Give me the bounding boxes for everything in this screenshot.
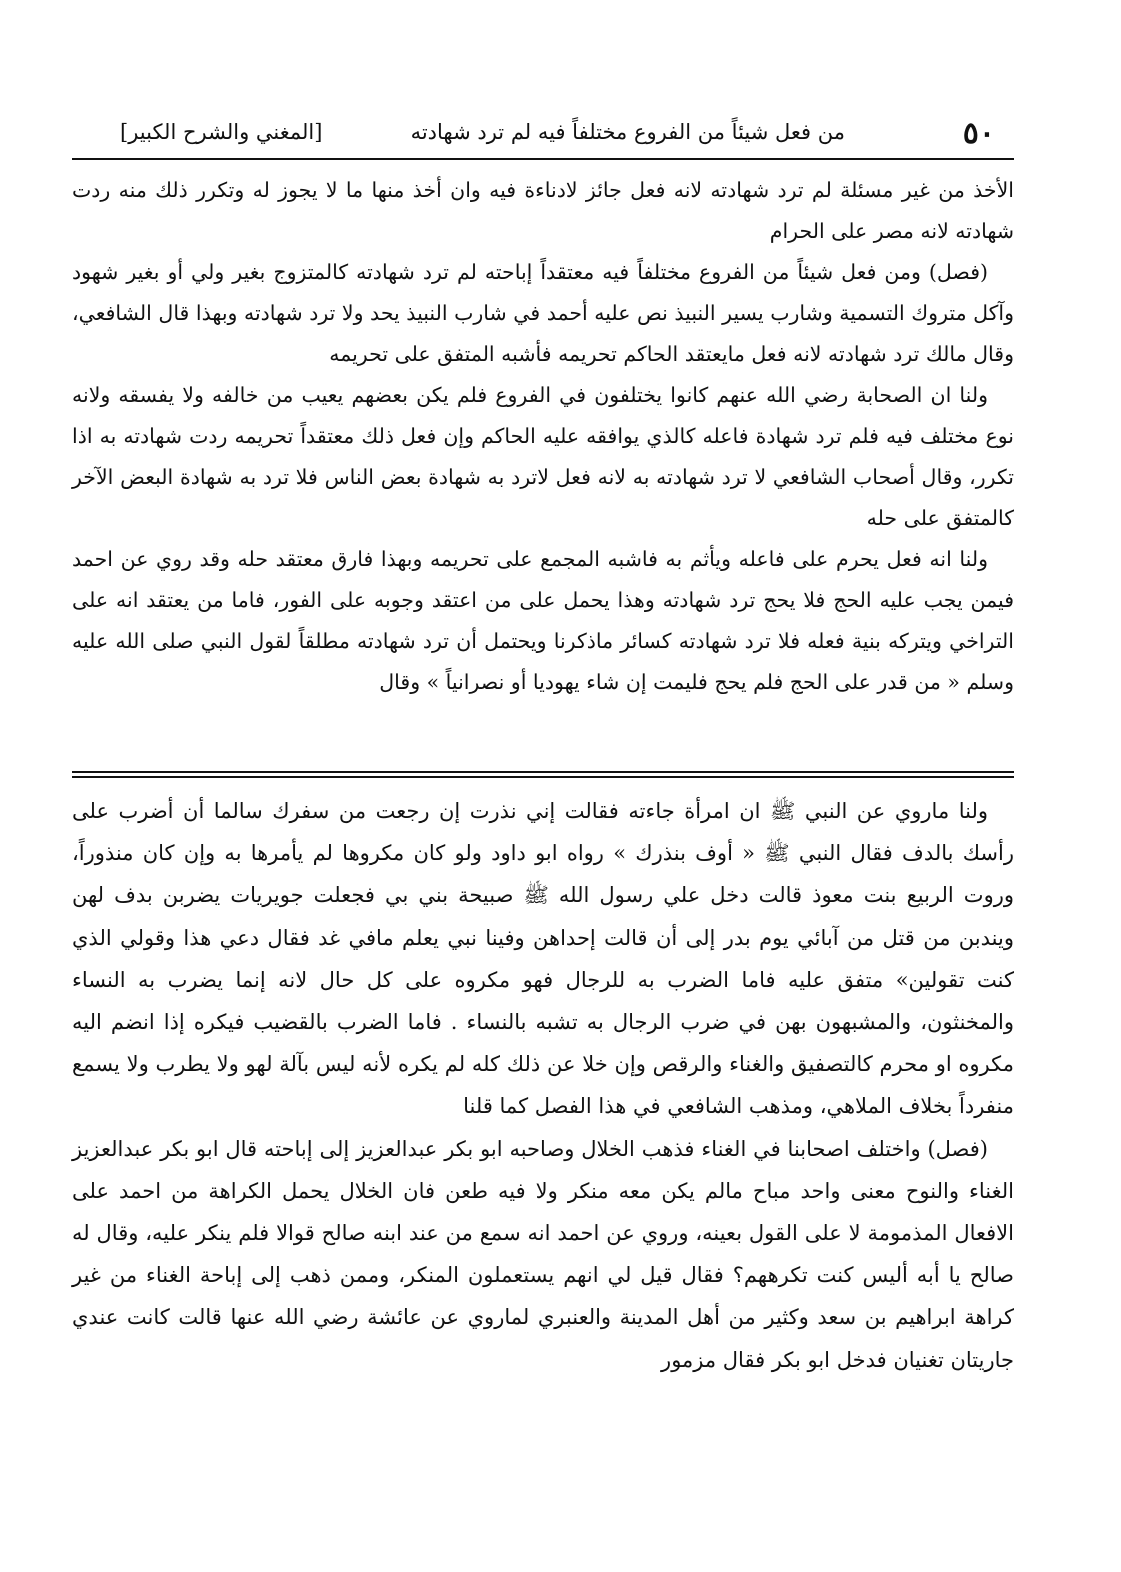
running-header bbox=[120, 112, 995, 156]
main-text-section bbox=[72, 790, 1014, 1381]
commentary-paragraph: ولنا انه فعل يحرم على فاعله ويأثم به فاشبه المجمع على تحريمه وبهذا فارق معتقد حله وقد روي عن احمد فيمن يجب عليه الحج فلا يحج ترد شهادته وهذا يحمل على من اعتقد وجوبه على الفور، فاما من يعتقد انه على التراخي ويتركه بنية فعله فلا ترد شهادته كسائر ماذكرنا ويحتمل أن ترد شهادته مطلقاً لقول النبي صلى الله عليه وسلم « من قدر على الحج فلم يحج فليمت إن شاء يهوديا أو نصرانياً » وقال bbox=[72, 547, 1014, 694]
section-title: من فعل شيئاً من الفروع مختلفاً فيه لم ترد شهادته bbox=[410, 120, 845, 144]
section-divider bbox=[72, 771, 1014, 778]
book-title: [المغني والشرح الكبير] bbox=[120, 120, 323, 144]
commentary-section bbox=[72, 170, 1014, 703]
commentary-paragraph: الأخذ من غير مسئلة لم ترد شهادته لانه فعل جائز لادناءة فيه وان أخذ منها ما لا يجوز له وتكرر ذلك منه ردت شهادته لانه مصر على الحرام bbox=[72, 178, 1014, 243]
header-rule bbox=[72, 158, 1014, 160]
page-number: ٥٠ bbox=[962, 116, 995, 151]
commentary-paragraph: (فصل) ومن فعل شيئاً من الفروع مختلفاً فيه معتقداً إباحته لم ترد شهادته كالمتزوج بغير ولي أو بغير شهود وآكل متروك التسمية وشارب يسير النبيذ نص عليه أحمد في شارب النبيذ يحد ولا ترد شهادته وبهذا قال الشافعي، وقال مالك ترد شهادته لانه فعل مايعتقد الحاكم تحريمه فأشبه المتفق على تحريمه bbox=[72, 260, 1014, 366]
commentary-paragraph: ولنا ان الصحابة رضي الله عنهم كانوا يختلفون في الفروع فلم يكن بعضهم يعيب من خالفه ولا يفسقه ولانه نوع مختلف فيه فلم ترد شهادة فاعله كالذي يوافقه عليه الحاكم وإن فعل ذلك معتقداً تحريمه ردت شهادته به اذا تكرر، وقال أصحاب الشافعي لا ترد شهادته به لانه فعل لاترد به شهادة بعض الناس فلا ترد به شهادة البعض الآخر كالمتفق على حله bbox=[72, 383, 1014, 530]
main-text-paragraph: ولنا ماروي عن النبي ﷺ ان امرأة جاءته فقالت إني نذرت إن رجعت من سفرك سالما أن أضرب على رأسك بالدف فقال النبي ﷺ « أوف بنذرك » رواه ابو داود ولو كان مكروها لم يأمرها به وإن كان منذوراً، وروت الربيع بنت معوذ قالت دخل علي رسول الله ﷺ صبيحة بني بي فجعلت جويريات يضربن بدف لهن ويندبن من قتل من آبائي يوم بدر إلى أن قالت إحداهن وفينا نبي يعلم مافي غد فقال دعي هذا وقولي الذي كنت تقولين» متفق عليه فاما الضرب به للرجال فهو مكروه على كل حال لانه إنما يضرب به النساء والمخنثون، والمشبهون بهن في ضرب الرجال به تشبه بالنساء . فاما الضرب بالقضيب فيكره إذا انضم اليه مكروه او محرم كالتصفيق والغناء والرقص وإن خلا عن ذلك كله لم يكره لأنه ليس بآلة لهو ولا يطرب ولا يسمع منفرداً بخلاف الملاهي، ومذهب الشافعي في هذا الفصل كما قلنا bbox=[72, 799, 1014, 1119]
main-text-paragraph: (فصل) واختلف اصحابنا في الغناء فذهب الخلال وصاحبه ابو بكر عبدالعزيز إلى إباحته قال ابو بكر عبدالعزيز الغناء والنوح معنى واحد مباح مالم يكن معه منكر ولا فيه طعن فان الخلال يحمل الكراهة من احمد على الافعال المذمومة لا على القول بعينه، وروي عن احمد انه سمع من عند ابنه صالح قوالا فلم ينكر عليه، وقال له صالح يا أبه أليس كنت تكرههم؟ فقال قيل لي انهم يستعملون المنكر، وممن ذهب إلى إباحة الغناء من غير كراهة ابراهيم بن سعد وكثير من أهل المدينة والعنبري لماروي عن عائشة رضي الله عنها قالت كانت عندي جاريتان تغنيان فدخل ابو بكر فقال مزمور bbox=[72, 1136, 1014, 1372]
